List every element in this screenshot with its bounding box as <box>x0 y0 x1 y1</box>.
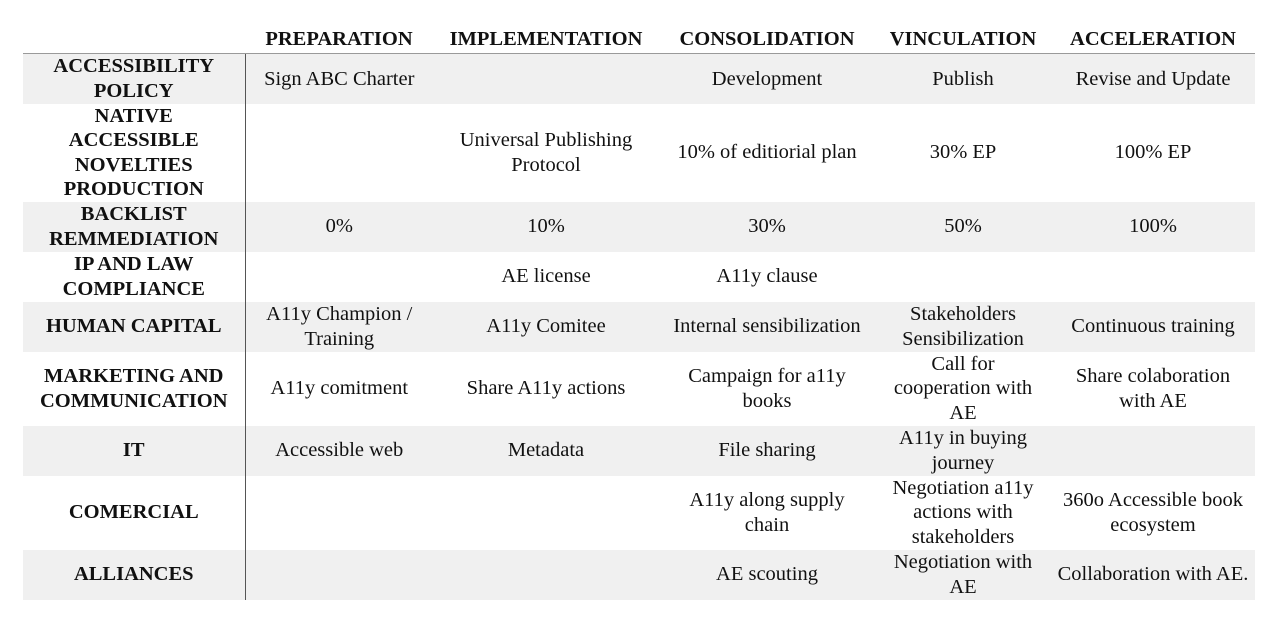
table-cell <box>245 252 433 302</box>
table-cell: Accessible web <box>245 426 433 476</box>
table-cell: A11y along supply chain <box>689 489 845 536</box>
table-cell: 100% <box>1051 202 1255 252</box>
table-cell: A11y clause <box>716 265 818 288</box>
row-header: IT <box>23 426 245 476</box>
table-cell: Universal Publishing Protocol <box>459 129 633 176</box>
row-header: ACCESSIBILITY POLICY <box>23 54 245 104</box>
table-row-ip-and-law-compliance <box>23 252 1255 302</box>
table-row-native-accessible-novelties <box>23 104 1255 202</box>
table-cell <box>1051 252 1255 302</box>
table-row-backlist-remmediation <box>23 202 1255 252</box>
table-cell: Share colaboration with AE <box>1075 365 1231 412</box>
table-cell <box>433 550 659 600</box>
header-corner-cell <box>23 26 245 54</box>
table-cell: A11y comitment <box>270 377 409 400</box>
table-cell: Continuous training <box>1051 302 1255 352</box>
table-cell: AE license <box>501 265 591 288</box>
table-cell <box>245 550 433 600</box>
table-cell <box>245 104 433 202</box>
header-row <box>23 26 1255 54</box>
table-row-comercial <box>23 476 1255 550</box>
row-header: COMERCIAL <box>23 476 245 550</box>
column-header-acceleration: ACCELERATION <box>1051 26 1255 54</box>
table-cell: A11y Comitee <box>433 302 659 352</box>
column-header-consolidation: CONSOLIDATION <box>659 26 875 54</box>
table-cell <box>433 476 659 550</box>
table-cell: 10% of editiorial plan <box>677 141 857 164</box>
table-cell: Negotiation a11y actions with stakeholders <box>892 476 1034 548</box>
table-cell: 0% <box>245 202 433 252</box>
table-cell: 10% <box>433 202 659 252</box>
row-header: NATIVE ACCESSIBLE NOVELTIES PRODUCTION <box>23 104 245 202</box>
column-header-preparation: PREPARATION <box>245 26 433 54</box>
row-header: MARKETING AND COMMUNICATION <box>23 352 245 426</box>
table-cell: Revise and Update <box>1051 54 1255 104</box>
table-cell: AE scouting <box>659 550 875 600</box>
table-cell: Sign ABC Charter <box>245 54 433 104</box>
table-row-it <box>23 426 1255 476</box>
roadmap-table-container <box>23 26 1255 600</box>
table-cell: 30% EP <box>929 141 997 164</box>
row-header: IP AND LAW COMPLIANCE <box>23 252 245 302</box>
table-cell: Publish <box>875 54 1051 104</box>
table-cell: Collaboration with AE. <box>1051 550 1255 600</box>
table-cell <box>433 54 659 104</box>
table-cell: Campaign for a11y books <box>688 365 846 412</box>
table-cell: A11y Champion / Training <box>245 302 433 352</box>
table-row-alliances <box>23 550 1255 600</box>
table-cell: File sharing <box>659 426 875 476</box>
table-cell: 50% <box>875 202 1051 252</box>
table-row-marketing-and-communication <box>23 352 1255 426</box>
column-header-implementation: IMPLEMENTATION <box>433 26 659 54</box>
table-cell <box>875 252 1051 302</box>
column-header-vinculation: VINCULATION <box>875 26 1051 54</box>
table-cell: 100% EP <box>1114 141 1192 164</box>
table-cell: 360o Accessible book ecosystem <box>1063 489 1243 536</box>
table-cell: 30% <box>659 202 875 252</box>
table-cell: Negotiation with AE <box>875 550 1051 600</box>
table-cell <box>245 476 433 550</box>
table-cell: Call for cooperation with AE <box>893 352 1033 424</box>
accessibility-roadmap-table <box>23 26 1255 600</box>
table-row-accessibility-policy <box>23 54 1255 104</box>
row-header: BACKLIST REMMEDIATION <box>23 202 245 252</box>
table-cell: Share A11y actions <box>466 377 626 400</box>
table-cell: A11y in buying journey <box>875 426 1051 476</box>
table-cell: Development <box>659 54 875 104</box>
table-row-human-capital <box>23 302 1255 352</box>
table-cell: Internal sensibilization <box>659 302 875 352</box>
row-header: ALLIANCES <box>23 550 245 600</box>
row-header: HUMAN CAPITAL <box>23 302 245 352</box>
table-cell <box>1051 426 1255 476</box>
table-cell: Metadata <box>433 426 659 476</box>
table-cell: Stakeholders Sensibilization <box>875 302 1051 352</box>
